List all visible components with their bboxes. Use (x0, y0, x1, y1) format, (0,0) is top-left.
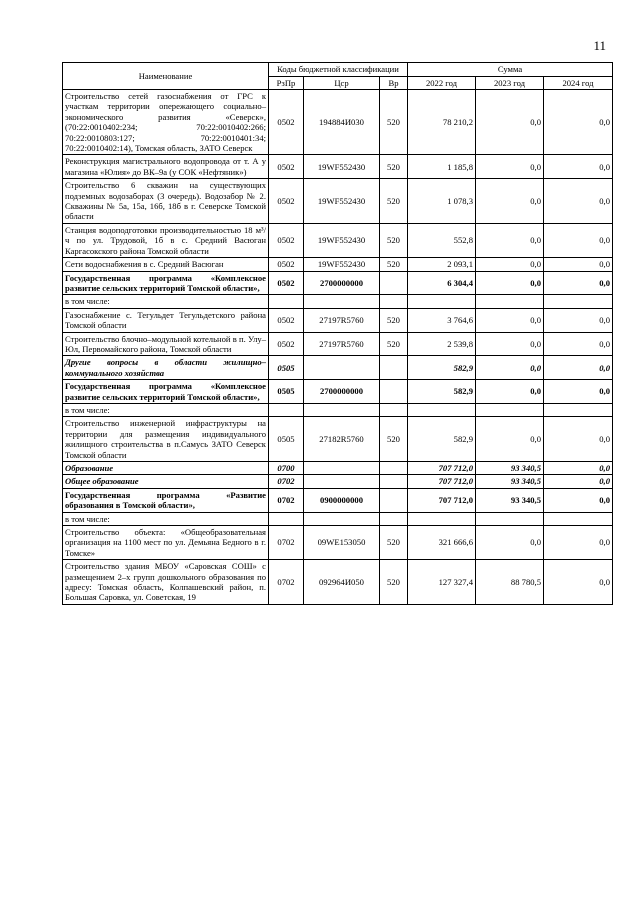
cell-rzpr: 0502 (269, 308, 304, 332)
header-2023: 2023 год (476, 76, 544, 90)
table-row (63, 403, 613, 416)
cell-vr: 520 (380, 332, 408, 356)
cell-2023 (476, 295, 544, 308)
table-row (63, 271, 613, 295)
cell-2024: 0,0 (544, 526, 613, 560)
cell-name: Строительство здания МБОУ «Саровская СОШ» с размещением 2–х групп дошкольного образования по адресу: Томская область, Колпашевский район, п. Большая Саровка, ул. Советская, 19 (63, 560, 269, 605)
cell-name: Станция водоподготовки производительностью 18 м³/ч по ул. Трудовой, 1б в с. Средний Васюган Каргасокского района Томской области (63, 223, 269, 257)
cell-name: Государственная программа «Развитие образования в Томской области», (63, 488, 269, 512)
cell-csr: 2700000000 (304, 271, 380, 295)
cell-name: Строительство блочно–модульной котельной в п. Улу–Юл, Первомайского района, Томской области (63, 332, 269, 356)
cell-2023: 0,0 (476, 417, 544, 462)
budget-table (62, 62, 613, 605)
header-name: Наименование (63, 63, 269, 90)
cell-vr (380, 475, 408, 488)
cell-rzpr: 0505 (269, 356, 304, 380)
cell-2022: 6 304,4 (408, 271, 476, 295)
cell-rzpr: 0502 (269, 332, 304, 356)
cell-name: Реконструкция магистрального водопровода от т. А у магазина «Юлия» до ВК–9а (у СОК «Нефтяник») (63, 155, 269, 179)
cell-name: Государственная программа «Комплексное развитие сельских территорий Томской области», (63, 380, 269, 404)
cell-2022: 127 327,4 (408, 560, 476, 605)
table-row (63, 560, 613, 605)
cell-2022: 1 185,8 (408, 155, 476, 179)
cell-name: Образование (63, 462, 269, 475)
cell-rzpr: 0702 (269, 488, 304, 512)
table-row (63, 526, 613, 560)
cell-2024 (544, 295, 613, 308)
cell-2022: 582,9 (408, 417, 476, 462)
cell-csr (304, 462, 380, 475)
cell-2022 (408, 295, 476, 308)
cell-2023 (476, 512, 544, 525)
cell-2023: 0,0 (476, 223, 544, 257)
cell-vr: 520 (380, 223, 408, 257)
cell-2024: 0,0 (544, 475, 613, 488)
cell-2022: 582,9 (408, 380, 476, 404)
cell-vr: 520 (380, 526, 408, 560)
cell-2022: 707 712,0 (408, 488, 476, 512)
cell-csr: 0900000000 (304, 488, 380, 512)
cell-rzpr (269, 295, 304, 308)
cell-2024 (544, 512, 613, 525)
cell-vr (380, 356, 408, 380)
cell-rzpr: 0502 (269, 271, 304, 295)
cell-2024: 0,0 (544, 258, 613, 271)
cell-rzpr: 0502 (269, 258, 304, 271)
cell-name: Строительство сетей газоснабжения от ГРС к участкам территории опережающего социально–экономического развития «Северск», (70:22:0010402:234; 70:22:0010402:266; 70:22:0010803:127; 70:22:0010401:34; 70:22:0010402:14), Томская область, ЗАТО Северск (63, 90, 269, 155)
cell-2022: 2 539,8 (408, 332, 476, 356)
cell-2024: 0,0 (544, 308, 613, 332)
cell-2024: 0,0 (544, 560, 613, 605)
cell-csr (304, 295, 380, 308)
cell-2024: 0,0 (544, 155, 613, 179)
header-codes: Коды бюджетной классификации (269, 63, 408, 77)
cell-rzpr: 0502 (269, 223, 304, 257)
header-2022: 2022 год (408, 76, 476, 90)
cell-name: в том числе: (63, 403, 269, 416)
cell-name: Сети водоснабжения в с. Средний Васюган (63, 258, 269, 271)
cell-rzpr (269, 403, 304, 416)
cell-csr (304, 512, 380, 525)
cell-csr: 19WF552430 (304, 179, 380, 224)
cell-2023: 0,0 (476, 155, 544, 179)
header-2024: 2024 год (544, 76, 613, 90)
cell-2023: 93 340,5 (476, 475, 544, 488)
cell-2024: 0,0 (544, 380, 613, 404)
cell-name: Строительство объекта: «Общеобразовательная организация на 1100 мест по ул. Демьяна Бедного в г. Томске» (63, 526, 269, 560)
cell-csr: 2700000000 (304, 380, 380, 404)
cell-vr: 520 (380, 179, 408, 224)
cell-vr: 520 (380, 308, 408, 332)
cell-2024: 0,0 (544, 356, 613, 380)
table-row (63, 223, 613, 257)
cell-rzpr: 0700 (269, 462, 304, 475)
cell-2024: 0,0 (544, 179, 613, 224)
cell-2024: 0,0 (544, 488, 613, 512)
cell-csr: 194884И030 (304, 90, 380, 155)
cell-csr: 09WE153050 (304, 526, 380, 560)
table-row (63, 258, 613, 271)
cell-2024: 0,0 (544, 223, 613, 257)
cell-name: Строительство инженерной инфраструктуры на территории для размещения индивидуального жилищного строительства в п.Самусь ЗАТО Северск Томской области (63, 417, 269, 462)
cell-vr: 520 (380, 258, 408, 271)
cell-csr (304, 356, 380, 380)
table-row (63, 295, 613, 308)
cell-vr (380, 403, 408, 416)
table-row (63, 417, 613, 462)
header-vr: Вр (380, 76, 408, 90)
cell-csr (304, 475, 380, 488)
cell-rzpr: 0702 (269, 475, 304, 488)
cell-2024: 0,0 (544, 417, 613, 462)
cell-2023: 0,0 (476, 271, 544, 295)
cell-name: Другие вопросы в области жилищно–коммунального хозяйства (63, 356, 269, 380)
cell-rzpr: 0505 (269, 417, 304, 462)
cell-csr: 27197R5760 (304, 332, 380, 356)
cell-name: Государственная программа «Комплексное развитие сельских территорий Томской области», (63, 271, 269, 295)
cell-rzpr: 0502 (269, 90, 304, 155)
cell-rzpr (269, 512, 304, 525)
cell-2022: 707 712,0 (408, 462, 476, 475)
cell-2023: 0,0 (476, 179, 544, 224)
cell-2024: 0,0 (544, 90, 613, 155)
cell-2024: 0,0 (544, 462, 613, 475)
cell-vr (380, 271, 408, 295)
cell-csr: 092964И050 (304, 560, 380, 605)
cell-2023: 0,0 (476, 356, 544, 380)
cell-rzpr: 0702 (269, 526, 304, 560)
cell-name: в том числе: (63, 512, 269, 525)
cell-csr: 19WF552430 (304, 155, 380, 179)
cell-rzpr: 0502 (269, 155, 304, 179)
header-csr: Цср (304, 76, 380, 90)
cell-2023: 93 340,5 (476, 488, 544, 512)
cell-2023: 0,0 (476, 332, 544, 356)
cell-2023 (476, 403, 544, 416)
header-sum: Сумма (408, 63, 613, 77)
cell-2022: 552,8 (408, 223, 476, 257)
cell-vr (380, 380, 408, 404)
cell-2022: 3 764,6 (408, 308, 476, 332)
cell-2022: 582,9 (408, 356, 476, 380)
page-number: 11 (593, 38, 606, 53)
table-row (63, 380, 613, 404)
cell-vr: 520 (380, 90, 408, 155)
cell-2023: 93 340,5 (476, 462, 544, 475)
cell-csr (304, 403, 380, 416)
cell-rzpr: 0502 (269, 179, 304, 224)
cell-2023: 88 780,5 (476, 560, 544, 605)
table-row (63, 308, 613, 332)
cell-2022: 321 666,6 (408, 526, 476, 560)
cell-2024: 0,0 (544, 271, 613, 295)
table-row (63, 475, 613, 488)
table-row (63, 179, 613, 224)
cell-vr: 520 (380, 155, 408, 179)
cell-vr: 520 (380, 560, 408, 605)
cell-2023: 0,0 (476, 258, 544, 271)
cell-2023: 0,0 (476, 526, 544, 560)
cell-csr: 19WF552430 (304, 223, 380, 257)
table-row (63, 155, 613, 179)
cell-2023: 0,0 (476, 380, 544, 404)
cell-csr: 27197R5760 (304, 308, 380, 332)
table-row (63, 488, 613, 512)
cell-csr: 19WF552430 (304, 258, 380, 271)
cell-rzpr: 0702 (269, 560, 304, 605)
cell-csr: 27182R5760 (304, 417, 380, 462)
cell-name: Строительство 6 скважин на существующих подземных водозаборах (3 очередь). Водозабор № 2. Скважины № 5а, 15а, 16б, 18б в г. Северске Томской области (63, 179, 269, 224)
cell-2024 (544, 403, 613, 416)
table-body (63, 90, 613, 605)
cell-name: Газоснабжение с. Тегульдет Тегульдетского района Томской области (63, 308, 269, 332)
header-rzpr: РзПр (269, 76, 304, 90)
cell-2022: 1 078,3 (408, 179, 476, 224)
cell-2022: 78 210,2 (408, 90, 476, 155)
cell-vr: 520 (380, 417, 408, 462)
cell-vr (380, 512, 408, 525)
table-row (63, 462, 613, 475)
cell-2023: 0,0 (476, 90, 544, 155)
cell-vr (380, 488, 408, 512)
cell-2022 (408, 403, 476, 416)
cell-2022: 707 712,0 (408, 475, 476, 488)
table-row (63, 512, 613, 525)
table-row (63, 356, 613, 380)
table-row (63, 90, 613, 155)
cell-2022 (408, 512, 476, 525)
cell-2023: 0,0 (476, 308, 544, 332)
cell-name: в том числе: (63, 295, 269, 308)
cell-name: Общее образование (63, 475, 269, 488)
cell-rzpr: 0505 (269, 380, 304, 404)
cell-2024: 0,0 (544, 332, 613, 356)
cell-vr (380, 295, 408, 308)
cell-2022: 2 093,1 (408, 258, 476, 271)
table-header (63, 63, 613, 90)
table-row (63, 332, 613, 356)
cell-vr (380, 462, 408, 475)
